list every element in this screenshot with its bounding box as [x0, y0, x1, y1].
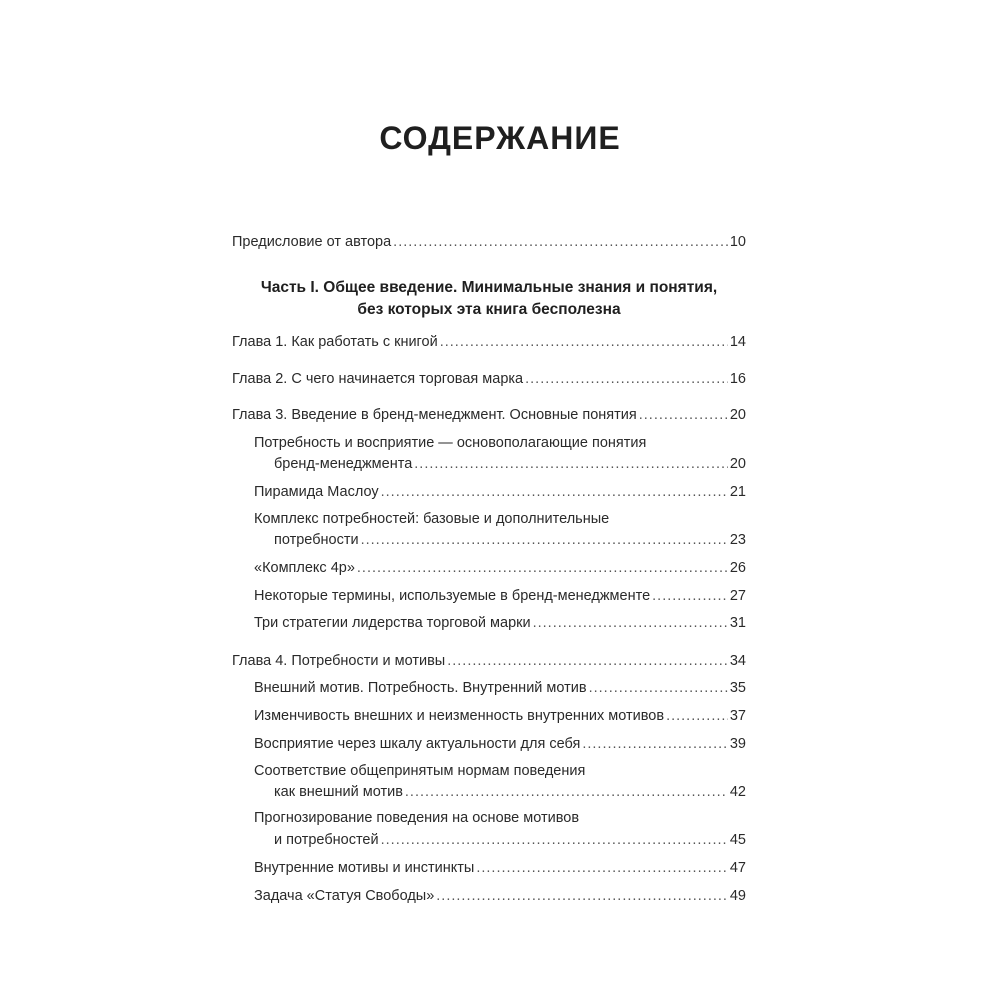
- toc-entry-4p[interactable]: [254, 558, 746, 578]
- toc-entry-label: как внешний мотив: [274, 784, 403, 800]
- dot-leader: [447, 651, 728, 671]
- toc-entry-needs-perception[interactable]: [274, 454, 746, 474]
- toc-entry-strategies[interactable]: [254, 613, 746, 633]
- dot-leader: [589, 678, 728, 698]
- dot-leader: [639, 405, 728, 425]
- toc-entry-maslow[interactable]: [254, 482, 746, 502]
- toc-entry-statue-of-liberty[interactable]: [254, 886, 746, 906]
- toc-entry-label: Предисловие от автора: [232, 234, 392, 250]
- toc-entry-label: Некоторые термины, используемые в бренд-менеджменте: [254, 588, 651, 604]
- toc-entry-label: Три стратегии лидерства торговой марки: [254, 615, 531, 631]
- toc-entry-page: 45: [729, 832, 746, 848]
- page-title: СОДЕРЖАНИЕ: [379, 120, 621, 156]
- toc-entry-page: 14: [729, 334, 746, 350]
- toc-entry-variability[interactable]: [254, 706, 746, 726]
- toc-entry-page: 35: [729, 680, 746, 696]
- toc-entry-label: Глава 3. Введение в бренд-менеджмент. Основные понятия: [232, 407, 637, 423]
- toc-entry-label-line1: Соответствие общепринятым нормам поведения: [254, 763, 586, 779]
- toc-entry-norms[interactable]: [274, 782, 746, 802]
- toc-entry-label: Глава 1. Как работать с книгой: [232, 334, 438, 350]
- toc-entry-page: 10: [729, 234, 746, 250]
- dot-leader: [436, 886, 728, 906]
- toc-entry-internal-motives[interactable]: [254, 858, 746, 878]
- toc-entry-preface[interactable]: [232, 232, 746, 252]
- toc-entry-page: 23: [729, 532, 746, 548]
- dot-leader: [361, 530, 728, 550]
- toc-entry-page: 39: [729, 736, 746, 752]
- toc-entry-page: 49: [729, 888, 746, 904]
- toc-entry-terms[interactable]: [254, 586, 746, 606]
- toc-entry-external-motive[interactable]: [254, 678, 746, 698]
- toc-entry-label: Изменчивость внешних и неизменность внутренних мотивов: [254, 708, 665, 724]
- toc-entry-label: «Комплекс 4р»: [254, 560, 355, 576]
- toc-entry-page: 34: [729, 653, 746, 669]
- toc-entry-page: 20: [729, 456, 746, 472]
- toc-entry-page: 20: [729, 407, 746, 423]
- toc-entry-label: Задача «Статуя Свободы»: [254, 888, 435, 904]
- dot-leader: [381, 482, 728, 502]
- toc-entry-chapter-1[interactable]: [232, 332, 746, 352]
- toc-entry-label: бренд-менеджмента: [274, 456, 413, 472]
- toc-entry-chapter-2[interactable]: [232, 369, 746, 389]
- toc-entry-needs-complex[interactable]: [274, 530, 746, 550]
- toc-entry-label: Глава 2. С чего начинается торговая марка: [232, 371, 524, 387]
- dot-leader: [440, 332, 728, 352]
- toc-entry-page: 31: [729, 615, 746, 631]
- toc-entry-label-line1: Комплекс потребностей: базовые и дополнительные: [254, 511, 610, 527]
- toc-entry-perception-scale[interactable]: [254, 734, 746, 754]
- dot-leader: [533, 613, 728, 633]
- toc-entry-chapter-3[interactable]: [232, 405, 746, 425]
- part-heading-line1: Часть I. Общее введение. Минимальные знания и понятия,: [260, 279, 718, 296]
- toc-entry-page: 27: [729, 588, 746, 604]
- toc-entry-label: Внутренние мотивы и инстинкты: [254, 860, 475, 876]
- dot-leader: [582, 734, 728, 754]
- toc-entry-page: 47: [729, 860, 746, 876]
- dot-leader: [525, 369, 728, 389]
- dot-leader: [652, 586, 728, 606]
- toc-entry-label: Пирамида Маслоу: [254, 484, 379, 500]
- dot-leader: [405, 782, 728, 802]
- toc-entry-label-line1: Потребность и восприятие — основополагающие понятия: [254, 435, 647, 451]
- dot-leader: [666, 706, 728, 726]
- dot-leader: [393, 232, 728, 252]
- toc-entry-page: 16: [729, 371, 746, 387]
- dot-leader: [476, 858, 728, 878]
- toc-entry-page: 37: [729, 708, 746, 724]
- toc-entry-label: потребности: [274, 532, 359, 548]
- part-heading-line2: без которых эта книга бесполезна: [357, 301, 621, 318]
- dot-leader: [381, 830, 728, 850]
- toc-entry-chapter-4[interactable]: [232, 651, 746, 671]
- toc-entry-label: Внешний мотив. Потребность. Внутренний мотив: [254, 680, 587, 696]
- dot-leader: [414, 454, 728, 474]
- toc-entry-page: 26: [729, 560, 746, 576]
- dot-leader: [357, 558, 728, 578]
- toc-entry-label-line1: Прогнозирование поведения на основе мотивов: [254, 810, 580, 826]
- toc-entry-page: 42: [729, 784, 746, 800]
- toc-entry-label: Глава 4. Потребности и мотивы: [232, 653, 446, 669]
- toc-entry-label: Восприятие через шкалу актуальности для себя: [254, 736, 581, 752]
- toc-entry-forecasting[interactable]: [274, 830, 746, 850]
- toc-entry-label: и потребностей: [274, 832, 379, 848]
- toc-entry-page: 21: [729, 484, 746, 500]
